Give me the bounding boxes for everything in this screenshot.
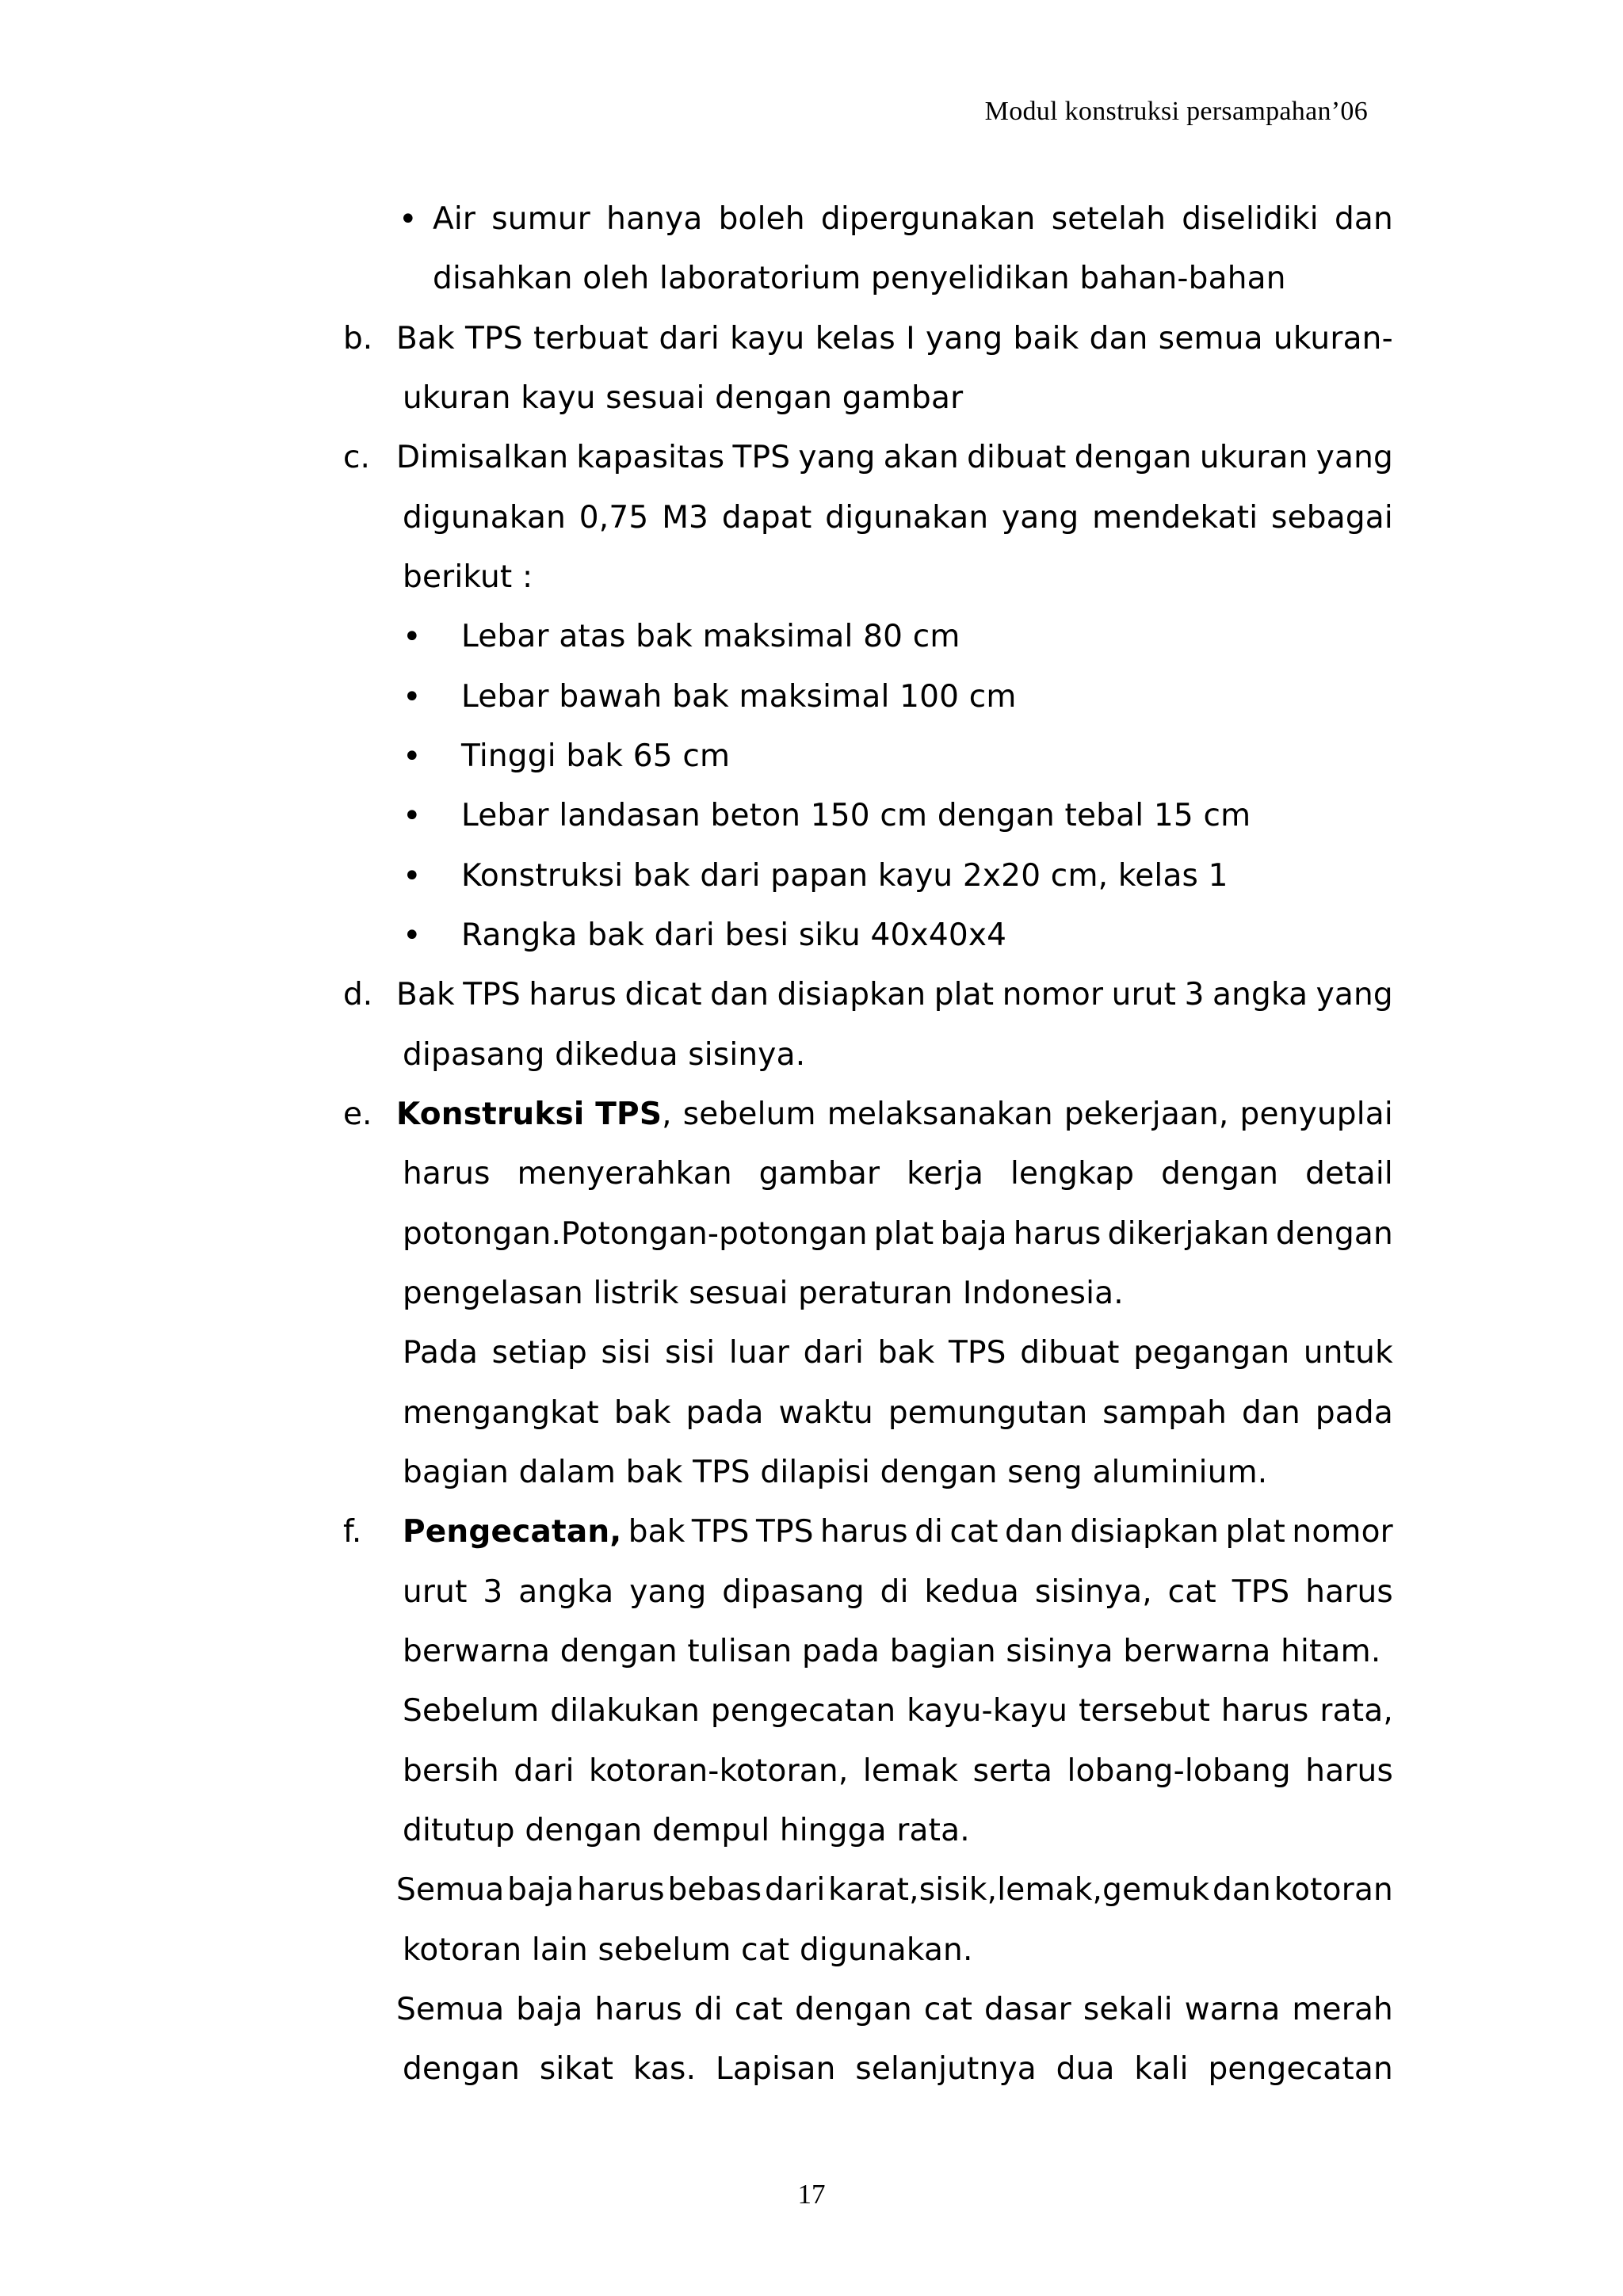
word: boleh (718, 201, 805, 237)
word: dipergunakan (820, 201, 1036, 237)
item-f-line-3: berwarna dengan tulisan pada bagian sisinya berwarna hitam. (403, 1634, 1381, 1669)
item-c-bullet-1: Lebar atas bak maksimal 80 cm (461, 619, 960, 654)
bullet-dot-icon: • (403, 858, 422, 894)
word: baja (516, 1992, 583, 2027)
word: kas. (632, 2051, 697, 2087)
word: harus (529, 977, 617, 1013)
word: M3 (662, 500, 709, 536)
word: Semua (396, 1992, 505, 2027)
item-e-line-3 (403, 1215, 1393, 1254)
item-c-bullet-5: Konstruksi bak dari papan kayu 2x20 cm, kelas 1 (461, 858, 1228, 894)
word: Lapisan (715, 2051, 836, 2087)
word: mendekati (1092, 500, 1258, 536)
word: bak (628, 1514, 685, 1550)
word: Bak (396, 321, 455, 357)
word: sumur (491, 201, 591, 237)
item-c-bullet-2: Lebar bawah bak maksimal 100 cm (461, 679, 1017, 715)
word: dan (710, 977, 769, 1013)
word: sisi (601, 1335, 651, 1371)
item-f-para2-line-2 (403, 1752, 1393, 1791)
word: sampah (1102, 1395, 1228, 1431)
word: Air (433, 201, 476, 237)
word: bak (613, 1395, 671, 1431)
word: bak (877, 1335, 935, 1371)
bullet-dot-icon: • (403, 619, 422, 655)
word: dikerjakan (1107, 1216, 1270, 1252)
word: TPS (465, 321, 523, 357)
word: dari (765, 1872, 826, 1908)
word: Pada (403, 1335, 479, 1371)
word: setelah (1051, 201, 1167, 237)
word: cat (734, 1992, 784, 2027)
word: yang (1316, 977, 1393, 1013)
word: dan (1005, 1514, 1064, 1550)
word: yang (1002, 500, 1079, 536)
word: dengan (794, 1992, 912, 2027)
word: di (693, 1992, 723, 2027)
word: akan (883, 440, 959, 475)
word: dicat (624, 977, 702, 1013)
item-f-first-word (403, 1512, 621, 1552)
word: kapasitas (576, 440, 725, 475)
word: terbuat (533, 321, 649, 357)
word: yang (629, 1574, 707, 1610)
running-header: Modul konstruksi persampahan’06 (984, 97, 1368, 126)
word: dua (1056, 2051, 1115, 2087)
word: lengkap (1010, 1156, 1135, 1192)
word: penyuplai (1239, 1097, 1393, 1132)
item-f-para2-line-1 (403, 1691, 1393, 1731)
word: menyerahkan (517, 1156, 732, 1192)
bullet-dot-icon: • (403, 738, 422, 775)
air-sumur-line-2: disahkan oleh laboratorium penyelidikan bahan-bahan (433, 261, 1286, 296)
word: cat (923, 1992, 973, 2027)
item-c-line-1 (396, 438, 1393, 478)
word: harus (594, 1992, 683, 2027)
item-e-comma: , (662, 1097, 672, 1132)
item-d-line-2: dipasang dikedua sisinya. (403, 1037, 806, 1073)
word: di (880, 1574, 909, 1610)
air-sumur-line-1 (433, 200, 1393, 239)
word: pengecatan (1208, 2051, 1393, 2087)
word: mengangkat (403, 1395, 599, 1431)
item-f-bold-lead: Pengecatan, (403, 1514, 622, 1550)
item-f-para3-line-2: kotoran lain sebelum cat digunakan. (403, 1932, 973, 1968)
word: nomor (1002, 977, 1104, 1013)
item-f-para4-line-2 (403, 2050, 1393, 2089)
word: cat (949, 1514, 999, 1550)
word: yang (926, 321, 1003, 357)
word: harus (820, 1514, 908, 1550)
word: yang (1316, 440, 1393, 475)
word: baja (940, 1216, 1007, 1252)
word: waktu (778, 1395, 873, 1431)
word: pegangan (1133, 1335, 1290, 1371)
word: rata, (1319, 1693, 1393, 1729)
word: kotoran-kotoran, (589, 1753, 849, 1789)
word: harus (1013, 1216, 1102, 1252)
item-f-line-2 (403, 1573, 1393, 1612)
word: bebas (667, 1872, 762, 1908)
word: sebagai (1271, 500, 1393, 536)
word: lobang-lobang (1067, 1753, 1291, 1789)
word: ukuran- (1273, 321, 1393, 357)
word: harus (577, 1872, 665, 1908)
word: plat (1225, 1514, 1286, 1550)
word: setiap (491, 1335, 587, 1371)
word: tersebut (1079, 1693, 1211, 1729)
word: dengan (1161, 1156, 1279, 1192)
item-e-para2-line-2 (403, 1394, 1393, 1433)
word: digunakan (825, 500, 989, 536)
word: sekali (1083, 1992, 1173, 2027)
word: ukuran (1199, 440, 1308, 475)
word: karat,sisik,lemak,gemuk (828, 1872, 1210, 1908)
item-b-marker: b. (343, 321, 373, 357)
word: urut (1111, 977, 1177, 1013)
word: dibuat (967, 440, 1067, 475)
word: 0,75 (579, 500, 649, 536)
word: sisi (665, 1335, 716, 1371)
item-c-bullet-3: Tinggi bak 65 cm (461, 738, 731, 774)
word: TPS (1232, 1574, 1290, 1610)
word: serta (972, 1753, 1053, 1789)
word: kedua (924, 1574, 1019, 1610)
word: plat (873, 1216, 934, 1252)
item-c-bullet-4: Lebar landasan beton 150 cm dengan tebal 15 cm (461, 798, 1251, 833)
item-b-line-2: ukuran kayu sesuai dengan gambar (403, 380, 964, 416)
word: TPS (948, 1335, 1006, 1371)
word: luar (728, 1335, 790, 1371)
word: TPS (691, 1514, 750, 1550)
word: Bak (396, 977, 455, 1013)
word: di (915, 1514, 944, 1550)
word: 3 (483, 1574, 503, 1610)
word: nomor (1292, 1514, 1393, 1550)
item-c-line-3: berikut : (403, 559, 533, 595)
word: dapat (721, 500, 812, 536)
item-b-line-1 (396, 319, 1393, 359)
item-c-marker: c. (343, 440, 370, 475)
item-e-first-word (396, 1095, 672, 1135)
word: dilakukan (550, 1693, 701, 1729)
word: pengecatan (710, 1693, 896, 1729)
word: angka (518, 1574, 614, 1610)
word: pada (685, 1395, 764, 1431)
word: dari (514, 1753, 575, 1789)
word: pemungutan (888, 1395, 1088, 1431)
word: TPS (463, 977, 521, 1013)
word: dengan (1074, 440, 1192, 475)
word: baik (1013, 321, 1079, 357)
word: disiapkan (1070, 1514, 1220, 1550)
word: kayu-kayu (907, 1693, 1068, 1729)
word: digunakan (403, 500, 566, 536)
word: untuk (1303, 1335, 1393, 1371)
item-e-bold-lead: Konstruksi TPS (396, 1097, 663, 1132)
word: dipasang (722, 1574, 865, 1610)
word: urut (403, 1574, 468, 1610)
word: 3 (1184, 977, 1205, 1013)
item-f-para2-line-3: ditutup dengan dempul hingga rata. (403, 1813, 970, 1848)
item-e-line-2 (403, 1154, 1393, 1194)
item-c-bullet-6: Rangka bak dari besi siku 40x40x4 (461, 917, 1007, 953)
item-f-marker: f. (343, 1514, 362, 1550)
word: pada (1315, 1395, 1393, 1431)
word: warna (1184, 1992, 1281, 2027)
item-f-para4-line-1 (396, 1990, 1393, 2030)
word: TPS (755, 1514, 814, 1550)
word: diselidiki (1182, 201, 1319, 237)
word: angka (1212, 977, 1308, 1013)
word: detail (1305, 1156, 1393, 1192)
word: kali (1134, 2051, 1189, 2087)
word: kelas (815, 321, 896, 357)
word: disiapkan (777, 977, 926, 1013)
word: dan (1089, 321, 1148, 357)
word: plat (934, 977, 995, 1013)
word: dasar (984, 1992, 1071, 2027)
word: dengan (403, 2051, 521, 2087)
word: dari (803, 1335, 864, 1371)
word: pekerjaan, (1064, 1097, 1229, 1132)
word: harus (1220, 1693, 1309, 1729)
item-e-para2-line-3: bagian dalam bak TPS dilapisi dengan seng aluminium. (403, 1455, 1268, 1490)
bullet-dot-icon: • (403, 679, 422, 715)
page-number: 17 (797, 2179, 826, 2210)
item-c-line-2 (403, 498, 1393, 538)
word: semua (1158, 321, 1263, 357)
word: gambar (758, 1156, 880, 1192)
word: kerja (907, 1156, 984, 1192)
item-f-line-1 (403, 1512, 1393, 1552)
bullet-dot-icon: • (403, 798, 422, 834)
word: merah (1292, 1992, 1393, 2027)
item-e-para2-line-1 (403, 1333, 1393, 1373)
word: Dimisalkan (396, 440, 569, 475)
word: harus (403, 1156, 491, 1192)
item-f-para3-line-1 (396, 1871, 1393, 1910)
word: Semua (396, 1872, 505, 1908)
item-d-line-1 (396, 975, 1393, 1015)
word: harus (1305, 1574, 1393, 1610)
word: sikat (539, 2051, 614, 2087)
word: dibuat (1020, 1335, 1120, 1371)
word: sisinya, (1034, 1574, 1152, 1610)
word: baja (507, 1872, 575, 1908)
word: kotoran (1274, 1872, 1393, 1908)
bullet-dot-icon: • (403, 917, 422, 954)
word: dan (1334, 201, 1393, 237)
word: melaksanakan (827, 1097, 1053, 1132)
word: lemak (862, 1753, 959, 1789)
word: dari (659, 321, 720, 357)
word: Sebelum (403, 1693, 540, 1729)
bullet-dot-icon: • (399, 201, 418, 238)
word: kayu (730, 321, 805, 357)
word: dengan (1275, 1216, 1393, 1252)
word: dan (1212, 1872, 1271, 1908)
word: bersih (403, 1753, 499, 1789)
word: I (906, 321, 915, 357)
word: yang (798, 440, 876, 475)
item-e-line-4: pengelasan listrik sesuai peraturan Indonesia. (403, 1276, 1124, 1311)
item-d-marker: d. (343, 977, 373, 1013)
word: cat (1167, 1574, 1216, 1610)
word: dan (1241, 1395, 1300, 1431)
item-e-line-1 (396, 1095, 1393, 1135)
word: sebelum (682, 1097, 816, 1132)
word: selanjutnya (855, 2051, 1037, 2087)
word: potongan.Potongan-potongan (403, 1216, 868, 1252)
word: TPS (732, 440, 791, 475)
item-e-marker: e. (343, 1097, 372, 1132)
word: harus (1305, 1753, 1393, 1789)
word: hanya (606, 201, 703, 237)
